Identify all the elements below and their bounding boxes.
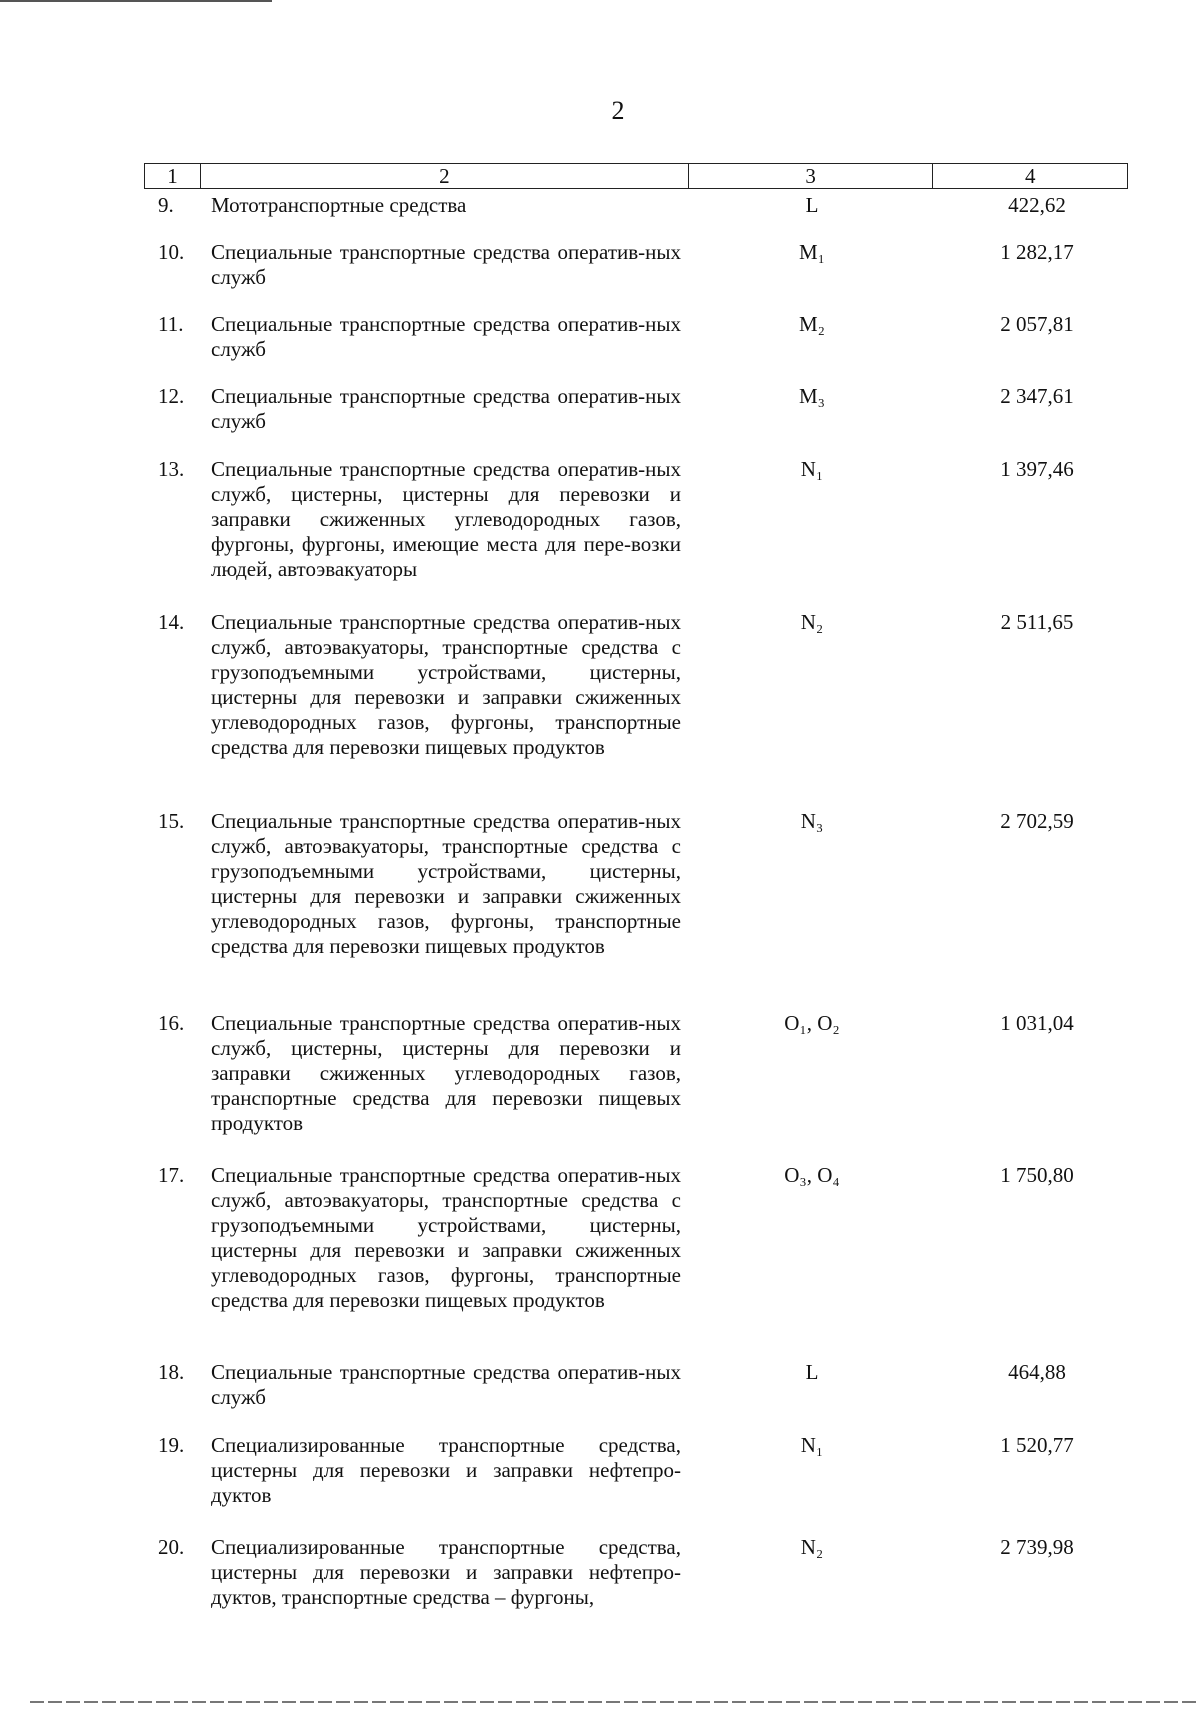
row-value: 1 520,77 bbox=[1000, 1433, 1074, 1457]
row-description: Специальные транспортные средства оператив-ных служб, цистерны, цистерны для перевозки и заправки сжиженных углеводородных газов, фургоны, фургоны, имеющие места для пере-возки людей, автоэвакуаторы bbox=[211, 457, 681, 581]
row-description: Специальные транспортные средства оператив-ных служб bbox=[211, 312, 681, 361]
row-number: 18. bbox=[158, 1360, 185, 1384]
row-category: M₁ bbox=[799, 240, 825, 264]
row-value: 1 750,80 bbox=[1000, 1163, 1074, 1187]
row-description: Специальные транспортные средства оператив-ных служб, автоэвакуаторы, транспортные средства с грузоподъемными устройствами, цистерны, цистерны для перевозки и заправки сжиженных углеводородных газов, фургоны, транспортные средства для перевозки пищевых продуктов bbox=[211, 610, 681, 759]
row-description: Специальные транспортные средства оператив-ных служб, автоэвакуаторы, транспортные средства с грузоподъемными устройствами, цистерны, цистерны для перевозки и заправки сжиженных углеводородных газов, фургоны, транспортные средства для перевозки пищевых продуктов bbox=[211, 809, 681, 958]
row-category: M₂ bbox=[799, 312, 825, 336]
row-value: 2 739,98 bbox=[1000, 1535, 1074, 1559]
row-number: 11. bbox=[158, 312, 184, 336]
row-value: 464,88 bbox=[1008, 1360, 1066, 1384]
row-category: L bbox=[805, 1360, 819, 1384]
header-cell-3: 3 bbox=[689, 164, 934, 188]
scan-edge-bottom bbox=[30, 1701, 1200, 1703]
row-description: Специальные транспортные средства оператив-ных служб bbox=[211, 240, 681, 289]
row-number: 16. bbox=[158, 1011, 185, 1035]
row-description: Специальные транспортные средства оператив-ных служб, автоэвакуаторы, транспортные средства с грузоподъемными устройствами, цистерны, цистерны для перевозки и заправки сжиженных углеводородных газов, фургоны, транспортные средства для перевозки пищевых продуктов bbox=[211, 1163, 681, 1312]
row-description: Специализированные транспортные средства, цистерны для перевозки и заправки нефтепро-дуктов bbox=[211, 1433, 681, 1507]
row-number: 12. bbox=[158, 384, 185, 408]
row-description: Специальные транспортные средства оператив-ных служб, цистерны, цистерны для перевозки и заправки сжиженных углеводородных газов, транспортные средства для перевозки пищевых продуктов bbox=[211, 1011, 681, 1135]
row-category: N₃ bbox=[800, 809, 824, 833]
row-description: Мототранспортные средства bbox=[211, 193, 467, 217]
row-number: 15. bbox=[158, 809, 185, 833]
row-category: N₂ bbox=[800, 610, 824, 634]
row-number: 9. bbox=[158, 193, 174, 217]
row-category: N₁ bbox=[800, 457, 824, 481]
row-value: 1 031,04 bbox=[1000, 1011, 1074, 1035]
row-description: Специализированные транспортные средства, цистерны для перевозки и заправки нефтепро-дуктов, транспортные средства – фургоны, bbox=[211, 1535, 681, 1609]
row-description: Специальные транспортные средства оператив-ных служб bbox=[211, 1360, 681, 1409]
row-category: O₃, O₄ bbox=[784, 1163, 840, 1187]
row-category: N₂ bbox=[800, 1535, 824, 1559]
row-category: N₁ bbox=[800, 1433, 824, 1457]
row-value: 422,62 bbox=[1008, 193, 1066, 217]
header-cell-1: 1 bbox=[145, 164, 201, 188]
row-value: 2 057,81 bbox=[1000, 312, 1074, 336]
row-description: Специальные транспортные средства оператив-ных служб bbox=[211, 384, 681, 433]
header-cell-4: 4 bbox=[1024, 164, 1036, 188]
row-value: 1 397,46 bbox=[1000, 457, 1074, 481]
row-number: 17. bbox=[158, 1163, 185, 1187]
row-value: 2 511,65 bbox=[1000, 610, 1074, 634]
row-number: 19. bbox=[158, 1433, 185, 1457]
row-value: 2 702,59 bbox=[1000, 809, 1074, 833]
row-number: 13. bbox=[158, 457, 185, 481]
row-category: M₃ bbox=[799, 384, 825, 408]
page-number: 2 bbox=[611, 96, 625, 125]
row-number: 10. bbox=[158, 240, 185, 264]
table-header bbox=[144, 163, 1128, 189]
row-category: O₁, O₂ bbox=[784, 1011, 840, 1035]
row-value: 1 282,17 bbox=[1000, 240, 1074, 264]
row-number: 20. bbox=[158, 1535, 185, 1559]
row-number: 14. bbox=[158, 610, 185, 634]
header-cell-2: 2 bbox=[201, 164, 689, 188]
row-category: L bbox=[805, 193, 819, 217]
row-value: 2 347,61 bbox=[1000, 384, 1074, 408]
scan-edge-top bbox=[0, 0, 272, 2]
